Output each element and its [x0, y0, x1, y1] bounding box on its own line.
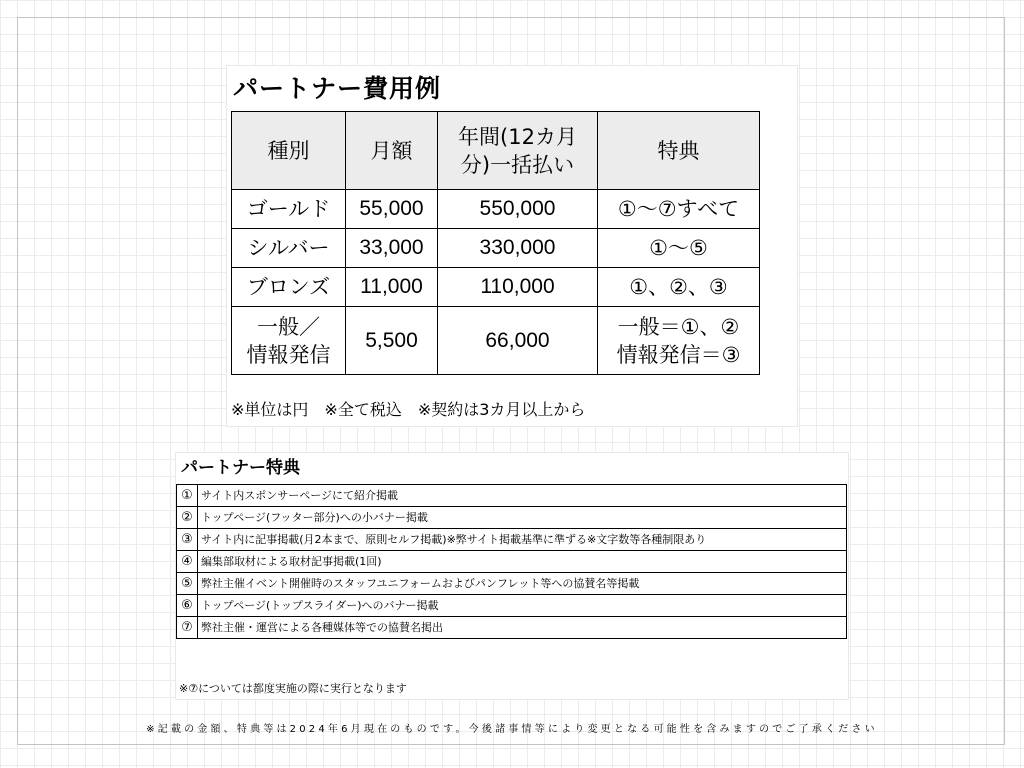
fee-row-general: [232, 307, 760, 375]
plan-annual: 550,000: [438, 190, 598, 229]
plan-benefit: [598, 307, 760, 375]
benefit-text: トップページ(トップスライダー)へのバナー掲載: [198, 595, 847, 617]
benefit-number: ⑦: [177, 617, 198, 639]
fee-title: パートナー費用例: [233, 74, 442, 103]
benefit-text: 弊社主催イベント開催時のスタッフユニフォームおよびパンフレット等への協賛名等掲載: [198, 573, 847, 595]
benefits-panel: [176, 453, 848, 699]
benefit-text: サイト内スポンサーページにて紹介掲載: [198, 485, 847, 507]
plan-type: ゴールド: [232, 190, 346, 229]
fee-note: ※単位は円 ※全て税込 ※契約は3カ月以上から: [231, 400, 586, 419]
header-benefit: 特典: [598, 112, 760, 190]
plan-monthly: 11,000: [346, 268, 438, 307]
benefit-number: ③: [177, 529, 198, 551]
fee-row-gold: [232, 190, 760, 229]
plan-type: シルバー: [232, 229, 346, 268]
benefit-row: [177, 617, 847, 639]
header-monthly: 月額: [346, 112, 438, 190]
benefits-title: パートナー特典: [181, 458, 300, 478]
plan-type-line1: 一般／: [257, 314, 320, 339]
benefits-note: ※⑦については都度実施の際に実行となります: [179, 682, 407, 695]
benefit-number: ⑥: [177, 595, 198, 617]
benefit-text: トップページ(フッター部分)への小バナー掲載: [198, 507, 847, 529]
plan-annual: 330,000: [438, 229, 598, 268]
plan-annual: 66,000: [438, 307, 598, 375]
plan-type: [232, 307, 346, 375]
plan-annual: 110,000: [438, 268, 598, 307]
plan-benefit: ①～⑦すべて: [598, 190, 760, 229]
plan-type-line2: 情報発信: [246, 342, 331, 367]
benefit-number: ⑤: [177, 573, 198, 595]
fee-example-panel: [227, 66, 797, 426]
benefit-text: 弊社主催・運営による各種媒体等での協賛名掲出: [198, 617, 847, 639]
fee-row-silver: [232, 229, 760, 268]
benefit-row: [177, 595, 847, 617]
benefit-row: [177, 573, 847, 595]
fee-table: [231, 111, 760, 375]
footer-disclaimer: ※記載の金額、特典等は2024年6月現在のものです。今後諸事情等により変更となる可能性を含みますのでご了承ください: [146, 724, 878, 735]
plan-monthly: 55,000: [346, 190, 438, 229]
benefit-number: ②: [177, 507, 198, 529]
plan-monthly: 33,000: [346, 229, 438, 268]
benefit-number: ④: [177, 551, 198, 573]
fee-header-row: [232, 112, 760, 190]
plan-type: ブロンズ: [232, 268, 346, 307]
plan-benefit: ①～⑤: [598, 229, 760, 268]
plan-benefit-line2: 情報発信＝③: [616, 342, 741, 367]
plan-benefit: ①、②、③: [598, 268, 760, 307]
benefit-row: [177, 529, 847, 551]
header-annual: [438, 112, 598, 190]
benefit-number: ①: [177, 485, 198, 507]
plan-benefit-line1: 一般＝①、②: [617, 314, 740, 339]
benefit-row: [177, 551, 847, 573]
header-type: 種別: [232, 112, 346, 190]
header-annual-line2: 分)一括払い: [460, 152, 575, 177]
benefit-text: サイト内に記事掲載(月2本まで、原則セルフ掲載)※弊サイト掲載基準に準ずる※文字数等各種制限あり: [198, 529, 847, 551]
header-annual-line1: 年間(12カ月: [458, 124, 577, 149]
plan-monthly: 5,500: [346, 307, 438, 375]
benefits-table: [176, 484, 847, 639]
benefit-row: [177, 485, 847, 507]
benefit-row: [177, 507, 847, 529]
fee-row-bronze: [232, 268, 760, 307]
benefit-text: 編集部取材による取材記事掲載(1回): [198, 551, 847, 573]
